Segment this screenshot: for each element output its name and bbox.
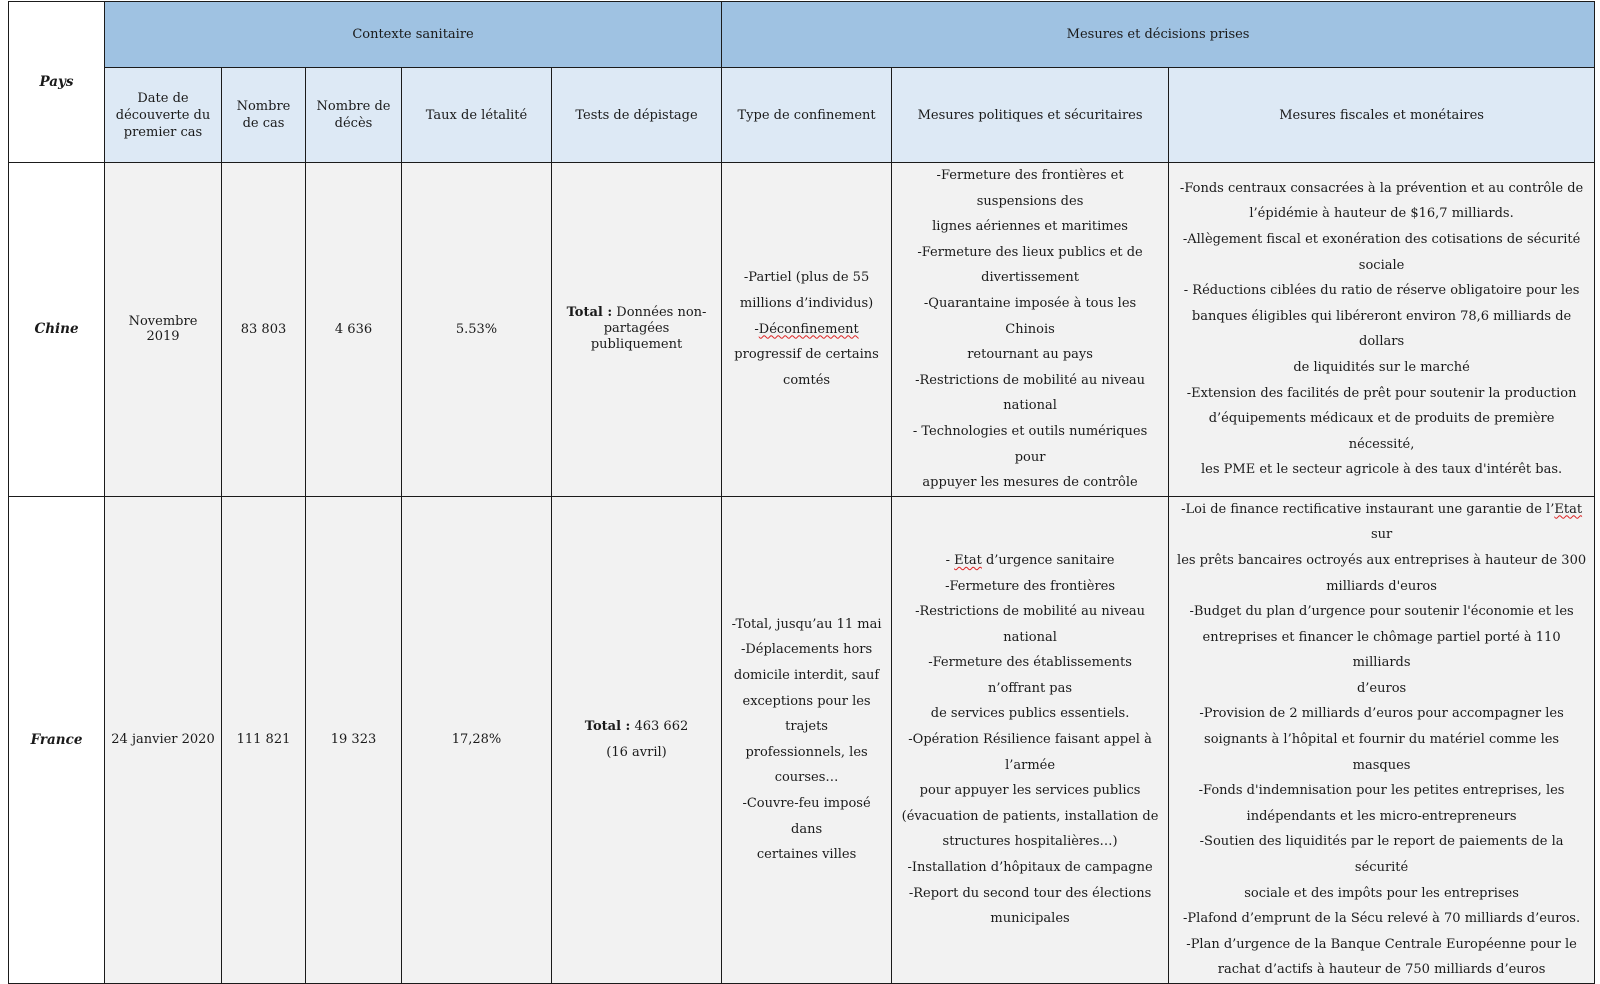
fiscales-line: -Plan d’urgence de la Banque Centrale Européenne pour le: [1186, 936, 1577, 952]
fiscales-line: -Extension des facilités de prêt pour soutenir la production: [1186, 385, 1577, 401]
politiques-line: (évacuation de patients, installation de: [901, 808, 1159, 824]
tests-label: Total :: [584, 719, 631, 735]
fiscales-line: [1175, 497, 1588, 548]
politiques-rest: d’urgence sanitaire: [981, 552, 1115, 568]
confinement-dash: -: [754, 321, 759, 337]
fiscales-line: les prêts bancaires octroyés aux entreprises à hauteur de 300: [1177, 552, 1587, 568]
fiscales-line: rachat d’actifs à hauteur de 750 milliards d’euros: [1217, 962, 1546, 978]
col-tests-header: Tests de dépistage: [552, 68, 722, 163]
politiques-line: [898, 548, 1162, 574]
confinement-line: millions d’individus): [739, 295, 874, 311]
col-politiques-header: Mesures politiques et sécuritaires: [892, 68, 1169, 163]
country-name: Chine: [34, 321, 79, 338]
fiscales-line: les PME et le secteur agricole à des taux d'intérêt bas.: [1200, 462, 1563, 478]
cas-cell: 83 803: [222, 163, 306, 497]
spellcheck-word: Etat: [1554, 501, 1583, 517]
politiques-line: -Fermeture des frontières et suspensions des: [936, 168, 1124, 209]
tests-total-line: [558, 714, 715, 740]
fiscales-line: -Fonds centraux consacrées à la prévention et au contrôle de: [1179, 180, 1584, 196]
fiscales-line: -Soutien des liquidités par le report de paiements de la sécurité: [1199, 834, 1564, 876]
politiques-cell: [892, 163, 1169, 497]
fiscales-line: banques éligibles qui libéreront environ 78,6 milliards de dollars: [1191, 308, 1572, 350]
mesures-header: Mesures et décisions prises: [722, 2, 1595, 68]
measures-table: [8, 1, 1595, 984]
col-cas-header: Nombre de cas: [222, 68, 306, 163]
fiscales-line: - Réductions ciblées du ratio de réserve obligatoire pour les: [1183, 283, 1580, 299]
tests-value: 463 662: [634, 719, 689, 735]
deces-cell: 4 636: [306, 163, 402, 497]
tests-date: (16 avril): [606, 744, 667, 760]
date-cell: 24 janvier 2020: [105, 496, 222, 983]
contexte-header: Contexte sanitaire: [105, 2, 722, 68]
politiques-line: pour appuyer les services publics: [919, 783, 1141, 799]
confinement-line: progressif de certains: [734, 347, 879, 363]
fiscales-rest: sur: [1370, 527, 1393, 543]
politiques-line: de services publics essentiels.: [930, 706, 1130, 722]
politiques-line: -Restrictions de mobilité au niveau national: [915, 604, 1146, 645]
politiques-line: -Fermeture des frontières: [945, 578, 1116, 594]
fiscales-cell: [1169, 163, 1595, 497]
table-row-chine: [9, 163, 1595, 497]
country-cell-france: [9, 496, 105, 983]
col-deces-header: Nombre de décès: [306, 68, 402, 163]
fiscales-line: l’épidémie à hauteur de $16,7 milliards.: [1249, 206, 1514, 222]
fiscales-prefix: -Loi de finance rectificative instaurant une garantie de l’: [1181, 501, 1555, 517]
politiques-line: -Fermeture des lieux publics et de: [917, 244, 1143, 260]
fiscales-line: -Allègement fiscal et exonération des cotisations de sécurité: [1182, 231, 1581, 247]
fiscales-line: entreprises et financer le chômage partiel porté à 110 milliards: [1202, 629, 1561, 671]
confinement-line: -Couvre-feu imposé dans: [742, 796, 871, 837]
col-letalite-header: Taux de létalité: [402, 68, 552, 163]
fiscales-line: de liquidités sur le marché: [1293, 359, 1470, 375]
confinement-line: exceptions pour les trajets: [742, 693, 871, 735]
col-fiscales-header: Mesures fiscales et monétaires: [1169, 68, 1595, 163]
fiscales-cell: [1169, 496, 1595, 983]
tests-cell: [552, 496, 722, 983]
politiques-line: -Report du second tour des élections: [908, 885, 1152, 901]
politiques-line: - Technologies et outils numériques pour: [912, 423, 1148, 465]
tests-label: Total :: [566, 305, 613, 321]
fiscales-line: -Budget du plan d’urgence pour soutenir l'économie et les: [1189, 604, 1574, 620]
politiques-prefix: -: [945, 552, 955, 568]
politiques-line: municipales: [990, 911, 1070, 927]
confinement-line: courses…: [774, 770, 839, 786]
politiques-line: -Restrictions de mobilité au niveau national: [915, 372, 1146, 414]
fiscales-line: d’euros: [1356, 680, 1407, 696]
confinement-line: [728, 317, 885, 343]
confinement-line: -Partiel (plus de 55: [743, 270, 870, 286]
fiscales-line: d’équipements médicaux et de produits de première nécessité,: [1208, 411, 1555, 452]
fiscales-line: milliards d'euros: [1326, 578, 1437, 594]
politiques-line: lignes aériennes et maritimes: [932, 219, 1128, 235]
confinement-cell: [722, 163, 892, 497]
col-date-header: Date de découverte du premier cas: [105, 68, 222, 163]
pays-header: Pays: [39, 74, 74, 90]
tests-value: Données non-partagées publiquement: [590, 305, 707, 353]
fiscales-line: sociale: [1358, 257, 1405, 273]
country-name: France: [30, 731, 83, 748]
country-cell-chine: [9, 163, 105, 497]
politiques-line: -Opération Résilience faisant appel à l’armée: [908, 732, 1152, 773]
confinement-line: comtés: [783, 372, 831, 388]
politiques-line: retournant au pays: [967, 347, 1093, 363]
fiscales-line: -Plafond d’emprunt de la Sécu relevé à 70 milliards d’euros.: [1183, 911, 1581, 927]
politiques-line: appuyer les mesures de contrôle: [922, 475, 1138, 491]
tests-cell: [552, 163, 722, 497]
politiques-line: -Fermeture des établissements n’offrant pas: [928, 655, 1132, 696]
confinement-line: -Déplacements hors: [740, 642, 873, 658]
fiscales-line: indépendants et les micro-entrepreneurs: [1246, 808, 1517, 824]
deces-cell: 19 323: [306, 496, 402, 983]
fiscales-line: soignants à l’hôpital et fournir du matériel comme les masques: [1204, 732, 1560, 773]
fiscales-line: -Provision de 2 milliards d’euros pour accompagner les: [1199, 706, 1564, 722]
col-confinement-header: Type de confinement: [722, 68, 892, 163]
confinement-line: domicile interdit, sauf: [733, 668, 880, 684]
header-row-columns: [9, 68, 1595, 163]
spellcheck-word: Déconfinement: [758, 321, 859, 337]
pays-header-cell: [9, 2, 105, 163]
letalite-cell: 17,28%: [402, 496, 552, 983]
politiques-line: -Installation d’hôpitaux de campagne: [907, 860, 1153, 876]
spellcheck-word: Etat: [954, 552, 982, 568]
fiscales-line: -Fonds d'indemnisation pour les petites entreprises, les: [1198, 783, 1565, 799]
politiques-line: -Quarantaine imposée à tous les Chinois: [923, 295, 1137, 337]
fiscales-line: sociale et des impôts pour les entreprises: [1244, 885, 1519, 901]
letalite-cell: 5.53%: [402, 163, 552, 497]
cas-cell: 111 821: [222, 496, 306, 983]
confinement-line: professionnels, les: [745, 744, 868, 760]
politiques-line: divertissement: [981, 270, 1079, 286]
confinement-line: -Total, jusqu’au 11 mai: [731, 616, 882, 632]
confinement-line: certaines villes: [756, 847, 857, 863]
confinement-cell: [722, 496, 892, 983]
table-row-france: [9, 496, 1595, 983]
politiques-line: structures hospitalières…): [942, 834, 1118, 850]
politiques-cell: [892, 496, 1169, 983]
header-row-groups: [9, 2, 1595, 68]
date-cell: Novembre 2019: [105, 163, 222, 497]
